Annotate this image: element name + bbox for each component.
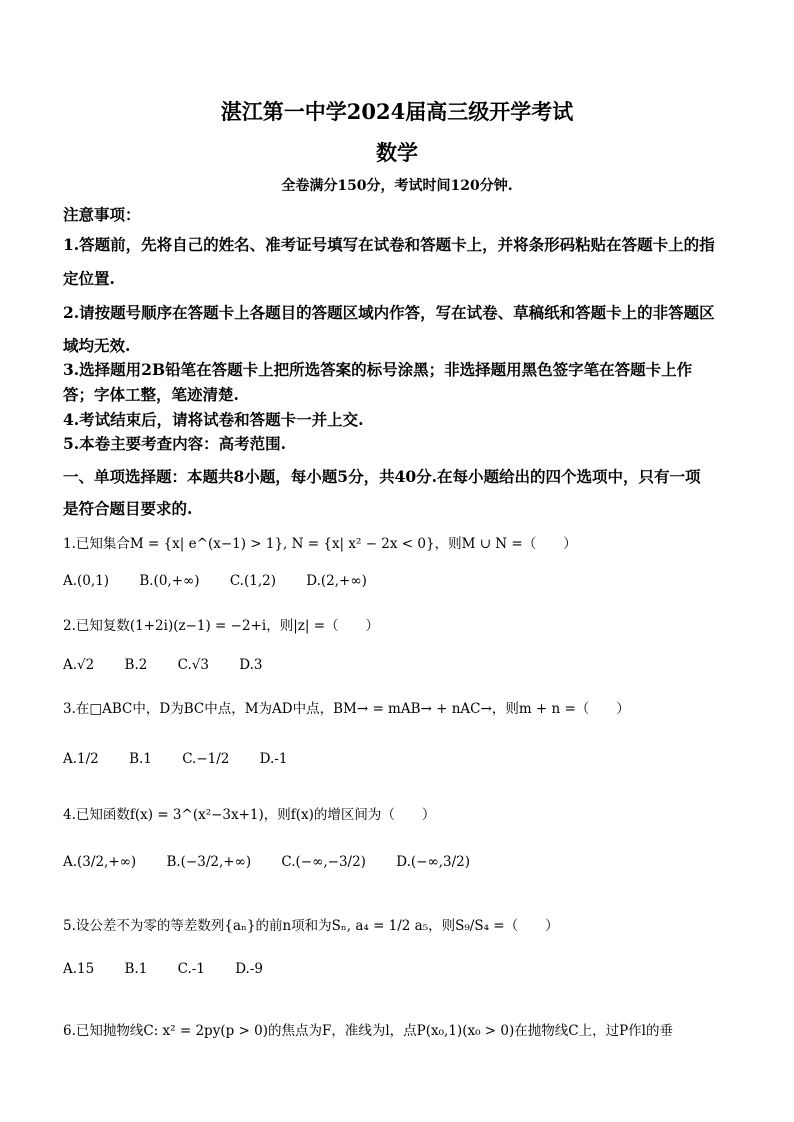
question-5-option-d: D.-9 [235,961,264,977]
subject-title: 数学 [376,140,418,165]
exam-info: 全卷满分150分，考试时间120分钟. [281,178,513,194]
question-1-option-b: B.(0,+∞) [139,573,200,589]
question-2-option-b: B.2 [124,657,148,673]
section-1-line-2: 是符合题目要求的. [63,499,193,518]
question-1-option-d: D.(2,+∞) [306,573,367,589]
question-4-option-a: A.(3/2,+∞) [63,854,137,870]
question-5-stem: 5.设公差不为零的等差数列{aₙ}的前n项和为Sₙ, a₄ = 1/2 a₅，则S₉/S₄ =（ ） [63,918,559,934]
question-2-option-d: D.3 [239,657,263,673]
question-2-options [63,657,289,673]
question-1-options [63,573,393,589]
note-3-line-1: 3.选择题用2B铅笔在答题卡上把所选答案的标号涂黑；非选择题用黑色签字笔在答题卡上作 [63,360,693,379]
question-4-option-b: B.(−3/2,+∞) [166,854,252,870]
question-4-stem: 4.已知函数f(x) = 3^(x²−3x+1)，则f(x)的增区间为（ ） [63,807,436,823]
question-5-option-a: A.15 [63,961,95,977]
question-1-option-a: A.(0,1) [63,573,110,589]
question-3-option-d: D.-1 [259,751,288,767]
question-5-option-b: B.1 [124,961,148,977]
question-1-stem: 1.已知集合M = {x| e^(x−1) > 1}, N = {x| x² − 2x < 0}，则M ∪ N =（ ） [63,536,577,552]
question-5-options [63,961,289,977]
question-2-option-c: C.√3 [177,657,209,673]
question-3-option-c: C.−1/2 [182,751,230,767]
note-1-line-2: 定位置. [63,269,115,288]
question-3-stem: 3.在□ABC中，D为BC中点，M为AD中点，BM→ = mAB→ + nAC→，则m + n =（ ） [63,701,630,717]
question-2-stem: 2.已知复数(1+2i)(z−1) = −2+i，则|z| =（ ） [63,618,380,634]
question-3-option-b: B.1 [129,751,152,767]
section-1-line-1: 一、单项选择题：本题共8小题，每小题5分，共40分.在每小题给出的四个选项中，只有一项 [63,467,701,486]
notes-heading: 注意事项： [63,205,141,224]
question-4-options [63,854,496,870]
note-1-line-1: 1.答题前，先将自己的姓名、准考证号填写在试卷和答题卡上，并将条形码粘贴在答题卡上的指 [63,235,715,254]
question-4-option-d: D.(−∞,3/2) [396,854,470,870]
question-4-option-c: C.(−∞,−3/2) [281,854,366,870]
exam-title: 湛江第一中学2024届高三级开学考试 [220,99,574,124]
note-3-line-2: 答；字体工整，笔迹清楚. [63,385,239,404]
question-6-stem: 6.已知抛物线C: x² = 2py(p > 0)的焦点为F，准线为l，点P(x₀,1)(x₀ > 0)在抛物线C上，过P作l的垂 [63,1023,673,1039]
question-3-option-a: A.1/2 [63,751,99,767]
note-2-line-1: 2.请按题号顺序在答题卡上各题目的答题区域内作答，写在试卷、草稿纸和答题卡上的非答题区 [63,303,715,322]
question-3-options [63,751,313,767]
note-5: 5.本卷主要考查内容：高考范围. [63,434,287,453]
question-5-option-c: C.-1 [177,961,205,977]
question-2-option-a: A.√2 [63,657,95,673]
note-2-line-2: 域均无效. [63,336,131,355]
note-4: 4.考试结束后，请将试卷和答题卡一并上交. [63,410,364,429]
question-1-option-c: C.(1,2) [229,573,276,589]
